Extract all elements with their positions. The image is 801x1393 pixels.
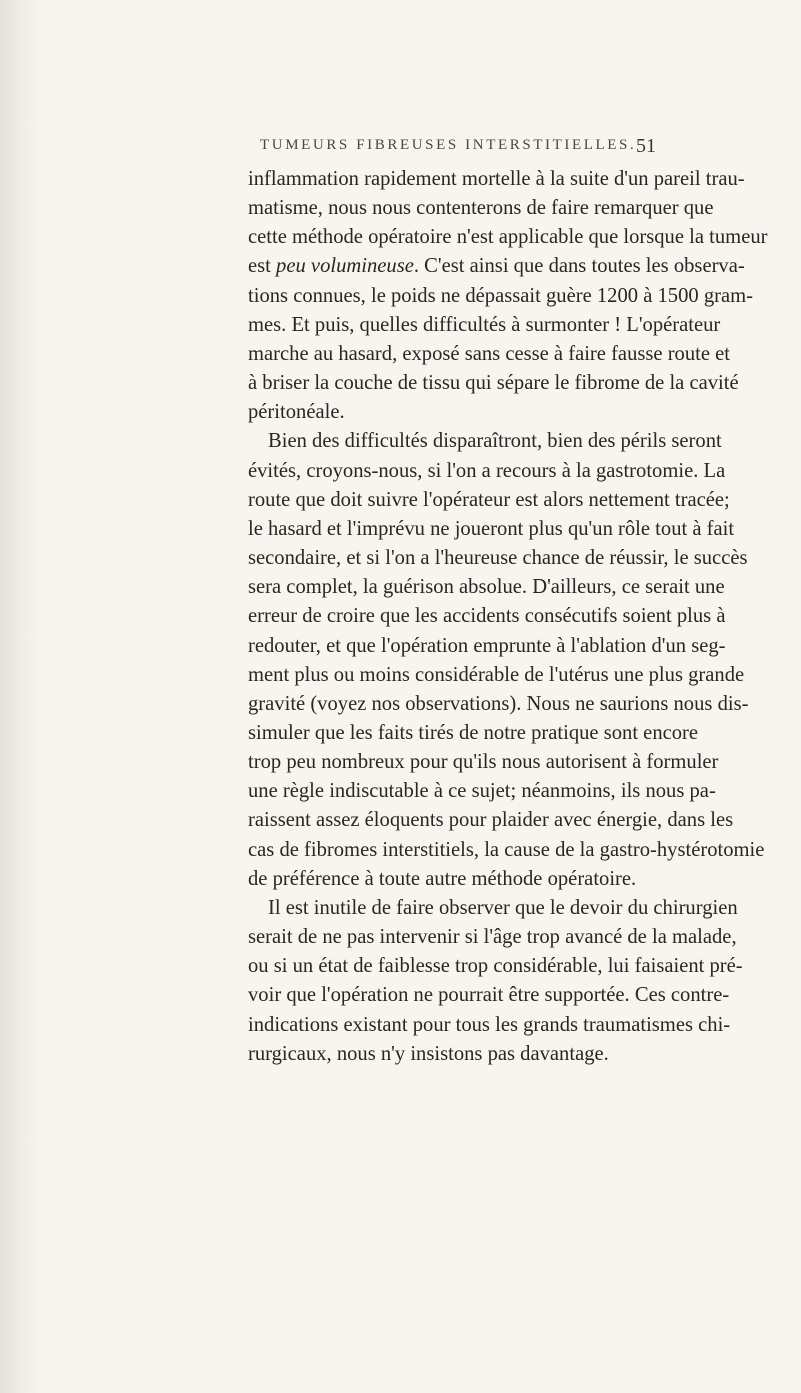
text-line: Bien des difficultés disparaîtront, bien des périls seront <box>268 430 722 453</box>
italic-phrase: peu volumineuse <box>276 255 414 278</box>
page-edge-shadow <box>0 0 40 1393</box>
text-line: raissent assez éloquents pour plaider avec énergie, dans les <box>248 809 734 832</box>
text-line: sera complet, la guérison absolue. D'ailleurs, ce serait une <box>248 576 725 599</box>
body-text <box>248 165 768 1069</box>
text-line: marche au hasard, exposé sans cesse à faire fausse route et <box>248 342 731 365</box>
text-line: route que doit suivre l'opérateur est alors nettement tracée; <box>248 488 730 511</box>
text-line: serait de ne pas intervenir si l'âge trop avancé de la malade, <box>248 926 737 949</box>
text-line: une règle indiscutable à ce sujet; néanmoins, ils nous pa- <box>248 780 716 803</box>
book-page <box>248 135 768 1069</box>
text-line: matisme, nous nous contenterons de faire remarquer que <box>248 197 714 220</box>
text-line: tions connues, le poids ne dépassait guère 1200 à 1500 gram- <box>248 284 753 307</box>
text-fragment: est <box>248 255 271 278</box>
text-line: évités, croyons-nous, si l'on a recours à la gastrotomie. La <box>248 459 726 482</box>
text-line: redouter, et que l'opération emprunte à l'ablation d'un seg- <box>248 634 726 657</box>
text-line: simuler que les faits tirés de notre pratique sont encore <box>248 721 699 744</box>
running-title: TUMEURS FIBREUSES INTERSTITIELLES. <box>260 137 637 153</box>
text-line: Il est inutile de faire observer que le devoir du chirurgien <box>268 896 738 919</box>
text-line: le hasard et l'imprévu ne joueront plus qu'un rôle tout à fait <box>248 517 735 540</box>
text-line: gravité (voyez nos observations). Nous ne saurions nous dis- <box>248 692 749 715</box>
text-line: trop peu nombreux pour qu'ils nous autorisent à formuler <box>248 751 719 774</box>
text-line: inflammation rapidement mortelle à la suite d'un pareil trau- <box>248 168 745 190</box>
text-line: ou si un état de faiblesse trop considérable, lui faisaient pré- <box>248 955 743 978</box>
text-line: cas de fibromes interstitiels, la cause de la gastro-hystérotomie <box>248 838 765 861</box>
text-line: indications existant pour tous les grands traumatismes chi- <box>248 1013 731 1036</box>
text-line: à briser la couche de tissu qui sépare le fibrome de la cavité <box>248 372 739 395</box>
text-line <box>248 252 745 281</box>
text-line: cette méthode opératoire n'est applicable que lorsque la tumeur <box>248 226 768 249</box>
text-line: mes. Et puis, quelles difficultés à surmonter ! L'opérateur <box>248 313 721 336</box>
text-line: de préférence à toute autre méthode opératoire. <box>248 867 637 890</box>
page-number: 51 <box>636 135 656 157</box>
text-line: secondaire, et si l'on a l'heureuse chance de réussir, le succès <box>248 547 748 570</box>
text-line: rurgicaux, nous n'y insistons pas davantage. <box>248 1042 609 1065</box>
text-line: ment plus ou moins considérable de l'utérus une plus grande <box>248 663 745 686</box>
running-head <box>248 135 656 161</box>
text-line: erreur de croire que les accidents consécutifs soient plus à <box>248 605 726 628</box>
text-line: péritonéale. <box>248 401 345 424</box>
text-fragment: . C'est ainsi que dans toutes les observa- <box>413 255 745 278</box>
text-line: voir que l'opération ne pourrait être supportée. Ces contre- <box>248 984 730 1007</box>
